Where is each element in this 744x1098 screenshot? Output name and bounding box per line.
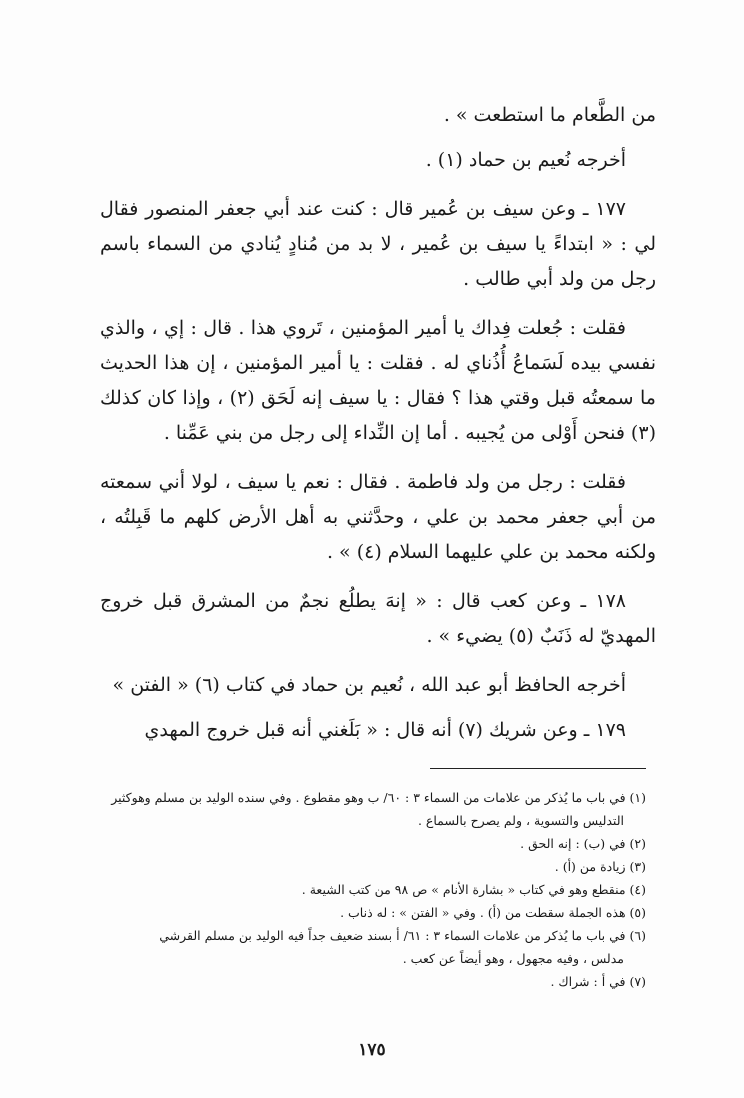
footnotes bbox=[100, 786, 646, 993]
text-paragraph: من الطَّعام ما استطعت » . bbox=[443, 104, 656, 126]
page-number: ١٧٥ bbox=[358, 1040, 386, 1060]
footnote-divider bbox=[430, 768, 646, 769]
footnote-item: (٦) في باب ما يُذكر من علامات السماء ٣ : ٦١/ أ بسند ضعيف جداً فيه الوليد بن مسلم القرشي bbox=[159, 928, 646, 943]
footnote-continuation: مدلس ، وفيه مجهول ، وهو أيضاً عن كعب . bbox=[402, 951, 624, 966]
text-paragraph: أخرجه الحافظ أبو عبد الله ، نُعيم بن حماد في كتاب (٦) « الفتن » bbox=[112, 674, 626, 696]
text-paragraph: ١٧٧ ـ وعن سيف بن عُمير قال : كنت عند أبي جعفر المنصور فقال لي : « ابتداءً يا سيف بن عُمير ، لا بد من مُنادٍ يُنادي من السماء باسم رجل من ولد أبي طالب . bbox=[100, 198, 656, 290]
text-paragraph: أخرجه نُعيم بن حماد (١) . bbox=[425, 149, 626, 171]
footnote-item: (٧) في أ : شراك . bbox=[550, 974, 646, 989]
footnote-item: (٤) منقطع وهو في كتاب « بشارة الأنام » ص ٩٨ من كتب الشيعة . bbox=[301, 882, 646, 897]
footnote-item: (٣) زيادة من (أ) . bbox=[554, 859, 646, 874]
footnote-item: (٥) هذه الجملة سقطت من (أ) . وفي « الفتن » : له ذناب . bbox=[340, 905, 646, 920]
footnote-continuation: التدليس والتسوية ، ولم يصرح بالسماع . bbox=[417, 813, 624, 828]
text-paragraph: فقلت : جُعلت فِداك يا أمير المؤمنين ، تَروي هذا . قال : إي ، والذي نفسي بيده لَسَماعُ أُذُناي له . فقلت : يا أمير المؤمنين ، إن هذا الحديث ما سمعتُه قبل وقتي هذا ؟ فقال : يا سيف إنه لَحَق (٢) ، وإذا كان كذلك (٣) فنحن أَوْلى من يُجيبه . أما إن النِّداء إلى رجل من بني عَمِّنا . bbox=[100, 317, 656, 444]
footnote-item: (٢) في (ب) : إنه الحق . bbox=[520, 836, 646, 851]
text-paragraph: فقلت : رجل من ولد فاطمة . فقال : نعم يا سيف ، لولا أني سمعته من أبي جعفر محمد بن علي ، وحدَّثني به أهل الأرض كلهم ما قَبِلتُه ، ولكنه محمد بن علي عليهما السلام (٤) » . bbox=[100, 471, 656, 563]
text-paragraph: ١٧٨ ـ وعن كعب قال : « إنهَ يطلُع نجمٌ من المشرق قبل خروج المهديّ له ذَنَبٌ (٥) يضيء » . bbox=[100, 590, 656, 647]
main-text bbox=[100, 98, 656, 762]
footnote-item: (١) في باب ما يُذكر من علامات من السماء ٣ : ٦٠/ ب وهو مقطوع . وفي سنده الوليد بن مسلم وهوكثير bbox=[111, 790, 646, 805]
text-paragraph: ١٧٩ ـ وعن شريك (٧) أنه قال : « بَلَغني أنه قبل خروج المهدي bbox=[144, 719, 626, 741]
